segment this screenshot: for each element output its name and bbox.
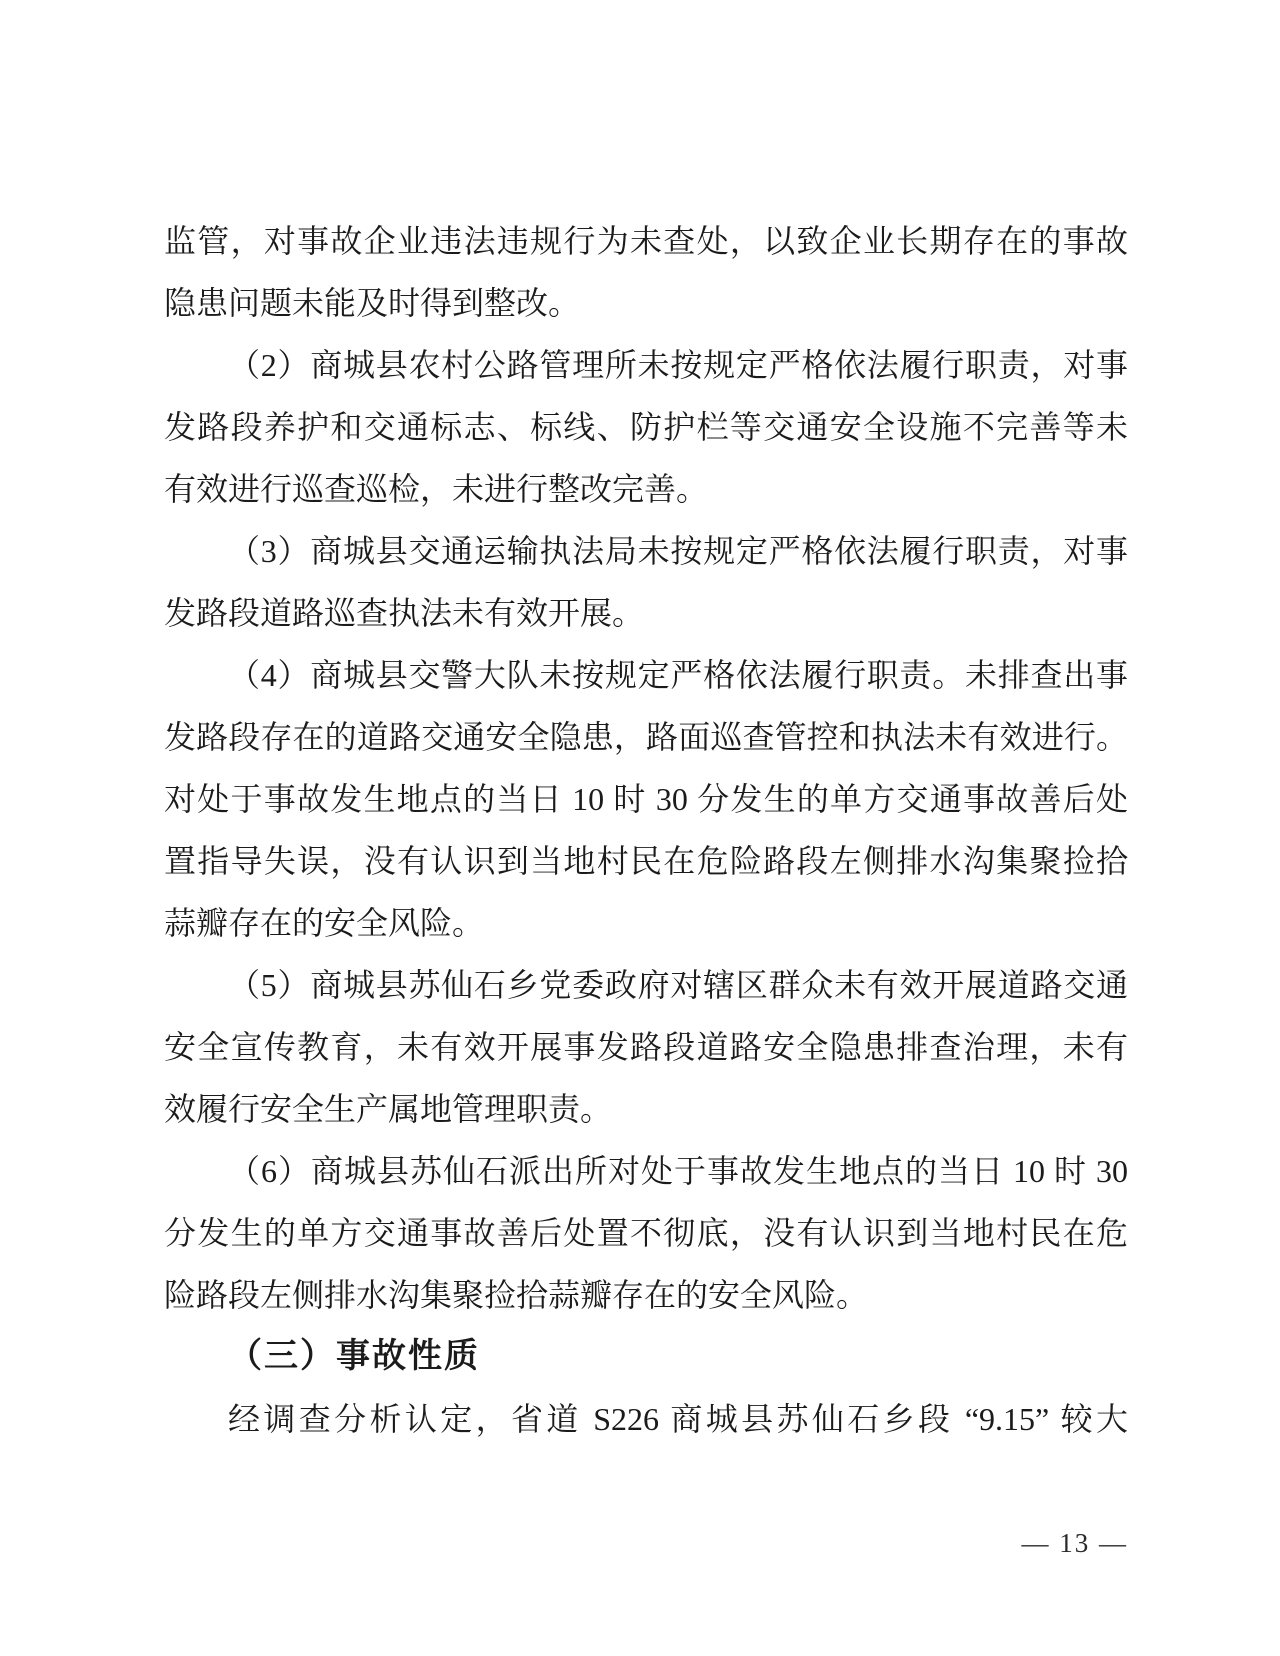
page-number: — 13 —	[1021, 1528, 1128, 1558]
text-line: 监管，对事故企业违法违规行为未查处，以致企业长期存在的事故	[164, 223, 1128, 259]
text-line: 发路段存在的道路交通安全隐患，路面巡查管控和执法未有效进行。	[164, 719, 1128, 755]
text-line: 发路段道路巡查执法未有效开展。	[164, 595, 645, 631]
text-line: 对处于事故发生地点的当日 10 时 30 分发生的单方交通事故善后处	[164, 781, 1128, 817]
text-line: 有效进行巡查巡检，未进行整改完善。	[164, 471, 709, 507]
section-heading: （三）事故性质	[228, 1338, 480, 1375]
text-line: 经调查分析认定，省道 S226 商城县苏仙石乡段 “9.15” 较大	[228, 1401, 1128, 1437]
text-line: 隐患问题未能及时得到整改。	[164, 285, 581, 321]
text-line: （2）商城县农村公路管理所未按规定严格依法履行职责，对事	[228, 347, 1128, 383]
text-line: （4）商城县交警大队未按规定严格依法履行职责。未排查出事	[228, 657, 1128, 693]
text-line: （5）商城县苏仙石乡党委政府对辖区群众未有效开展道路交通	[228, 967, 1128, 1003]
text-line: （3）商城县交通运输执法局未按规定严格依法履行职责，对事	[228, 533, 1128, 569]
text-line: 蒜瓣存在的安全风险。	[164, 905, 485, 941]
text-block	[164, 210, 1128, 1450]
text-line: 发路段养护和交通标志、标线、防护栏等交通安全设施不完善等未	[164, 409, 1128, 445]
text-line: （6）商城县苏仙石派出所对处于事故发生地点的当日 10 时 30	[228, 1153, 1128, 1189]
text-line: 分发生的单方交通事故善后处置不彻底，没有认识到当地村民在危	[164, 1215, 1128, 1251]
text-line: 安全宣传教育，未有效开展事发路段道路安全隐患排查治理，未有	[164, 1029, 1128, 1065]
text-line: 置指导失误，没有认识到当地村民在危险路段左侧排水沟集聚捡拾	[164, 843, 1128, 879]
text-line: 效履行安全生产属地管理职责。	[164, 1091, 613, 1127]
text-line: 险路段左侧排水沟集聚捡拾蒜瓣存在的安全风险。	[164, 1277, 869, 1313]
